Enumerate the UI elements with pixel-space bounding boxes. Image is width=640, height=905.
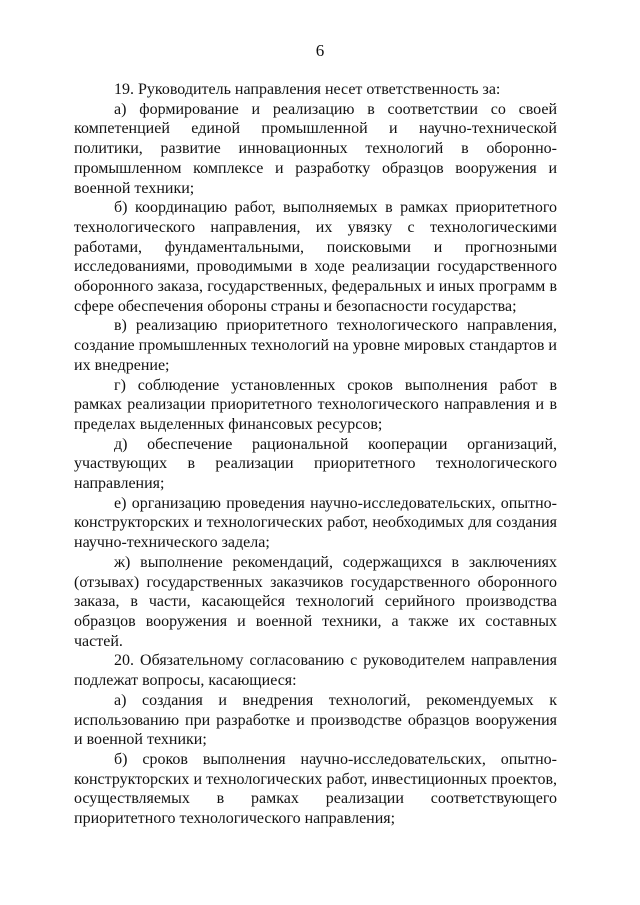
paragraph-19-d: д) обеспечение рациональной кооперации организаций, участвующих в реализации приоритетного технологического направления;: [74, 435, 557, 493]
paragraph-20-b: б) сроков выполнения научно-исследовательских, опытно-конструкторских и технологических работ, инвестиционных проектов, осуществляемых в рамках реализации соответствующего приоритетного технологического направления;: [74, 750, 557, 828]
paragraph-19-v: в) реализацию приоритетного технологического направления, создание промышленных технологий на уровне мировых стандартов и их внедрение;: [74, 317, 557, 374]
paragraph-19-b: б) координацию работ, выполняемых в рамках приоритетного технологического направления, их увязку с технологическими работами, фундаментальными, поисковыми и прогнозными исследованиями, проводимыми в ходе реализации государственного оборонного заказа, государственных, федеральных и иных программ в сфере обеспечения обороны страны и безопасности государства;: [74, 199, 557, 315]
paragraph-19-g: г) соблюдение установленных сроков выполнения работ в рамках реализации приоритетного технологического направления и в пределах выделенных финансовых ресурсов;: [74, 376, 557, 433]
paragraph-19-heading: 19. Руководитель направления несет ответственность за:: [114, 81, 501, 98]
document-body: [74, 80, 557, 829]
paragraph-19-e: е) организацию проведения научно-исследовательских, опытно-конструкторских и технологических работ, необходимых для создания научно-технического задела;: [74, 494, 557, 552]
paragraph-19-zh: ж) выполнение рекомендаций, содержащихся в заключениях (отзывах) государственных заказчиков государственного оборонного заказа, в части, касающейся технологий серийного производства образцов вооружения и военной техники, а также их составных частей.: [74, 553, 557, 650]
paragraph-20-a: а) создания и внедрения технологий, рекомендуемых к использованию при разработке и производстве образцов вооружения и военной техники;: [74, 691, 557, 749]
page-number: 6: [315, 41, 325, 60]
paragraph-20-heading: 20. Обязательному согласованию с руководителем направления подлежат вопросы, касающиеся:: [74, 652, 557, 690]
paragraph-19-a: а) формирование и реализацию в соответствии со своей компетенцией единой промышленной и научно-технической политики, развитие инновационных технологий в оборонно-промышленном комплексе и разработку образцов вооружения и военной техники;: [74, 100, 557, 197]
